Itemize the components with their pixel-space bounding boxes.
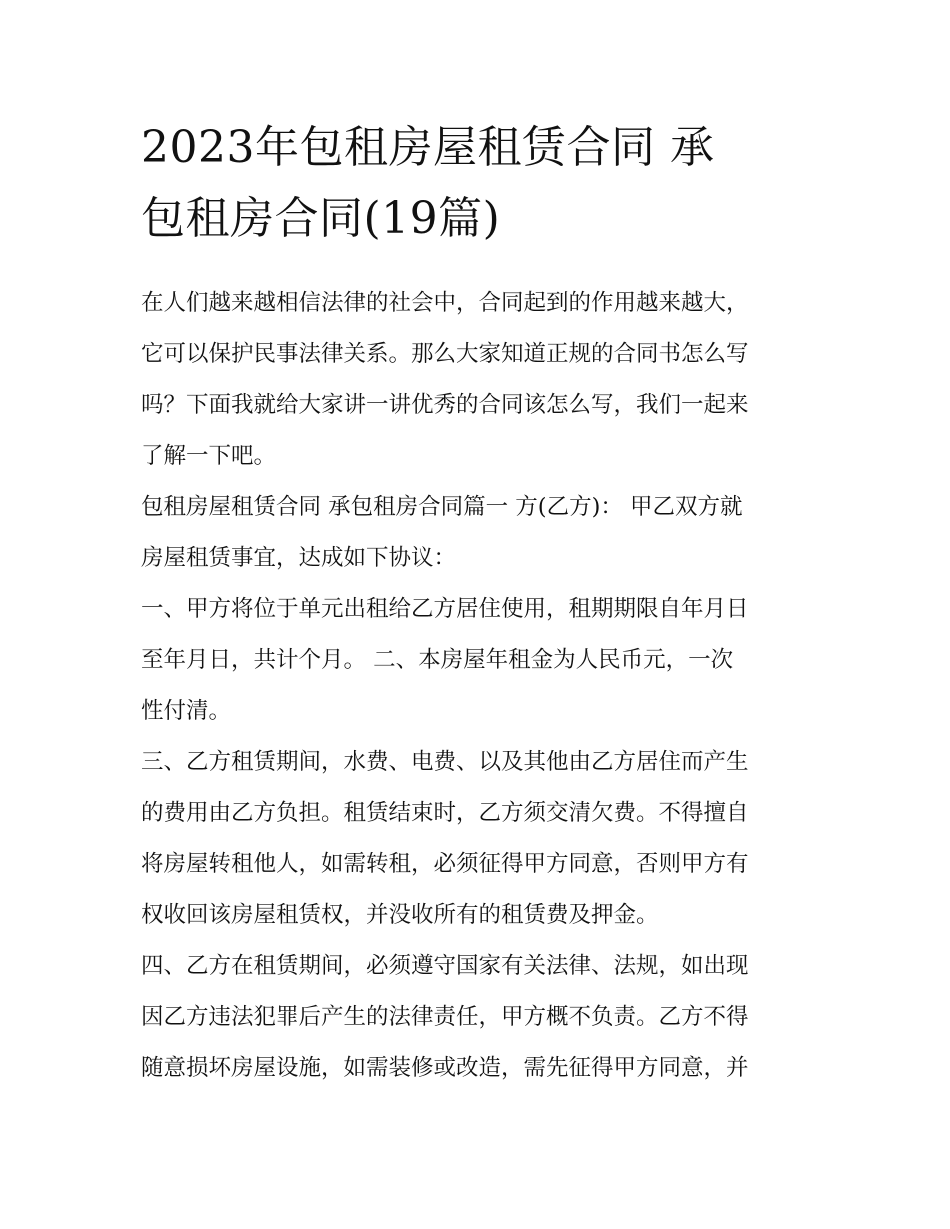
text-line: 房屋租赁事宜，达成如下协议： (141, 545, 457, 571)
text-line: 至年月日，共计个月。 二、本房屋年租金为人民币元，一次 (141, 647, 734, 673)
title-line: 2023年包租房屋租赁合同 承 (141, 122, 715, 173)
text-line: 随意损坏房屋设施，如需装修或改造，需先征得甲方同意，并 (141, 1055, 749, 1081)
text-line: 性付清。 (141, 698, 232, 724)
text-line: 将房屋转租他人，如需转租，必须征得甲方同意，否则甲方有 (141, 851, 749, 877)
paragraph-clause-4 (141, 941, 821, 1094)
text-line: 的费用由乙方负担。租赁结束时，乙方须交清欠费。不得擅自 (141, 800, 749, 826)
paragraph-clause-1 (141, 584, 821, 737)
text-line: 因乙方违法犯罪后产生的法律责任，甲方概不负责。乙方不得 (141, 1004, 749, 1030)
document-body (141, 278, 821, 1094)
text-line: 吗？下面我就给大家讲一讲优秀的合同该怎么写，我们一起来 (141, 392, 749, 418)
paragraph-intro (141, 278, 821, 482)
paragraph-clause-3 (141, 737, 821, 941)
text-line: 四、乙方在租赁期间，必须遵守国家有关法律、法规，如出现 (141, 953, 749, 979)
text-line: 在人们越来越相信法律的社会中，合同起到的作用越来越大， (141, 290, 749, 316)
text-line: 它可以保护民事法律关系。那么大家知道正规的合同书怎么写 (141, 341, 749, 367)
text-line: 权收回该房屋租赁权，并没收所有的租赁费及押金。 (141, 902, 659, 928)
document-title (141, 112, 821, 254)
text-line: 三、乙方租赁期间，水费、电费、以及其他由乙方居住而产生 (141, 749, 749, 775)
title-line: 包租房合同(19篇) (141, 193, 501, 244)
text-line: 包租房屋租赁合同 承包租房合同篇一 方(乙方)： 甲乙双方就 (141, 494, 743, 520)
text-line: 一、甲方将位于单元出租给乙方居住使用，租期期限自年月日 (141, 596, 749, 622)
paragraph-heading (141, 482, 821, 584)
text-line: 了解一下吧。 (141, 443, 277, 469)
